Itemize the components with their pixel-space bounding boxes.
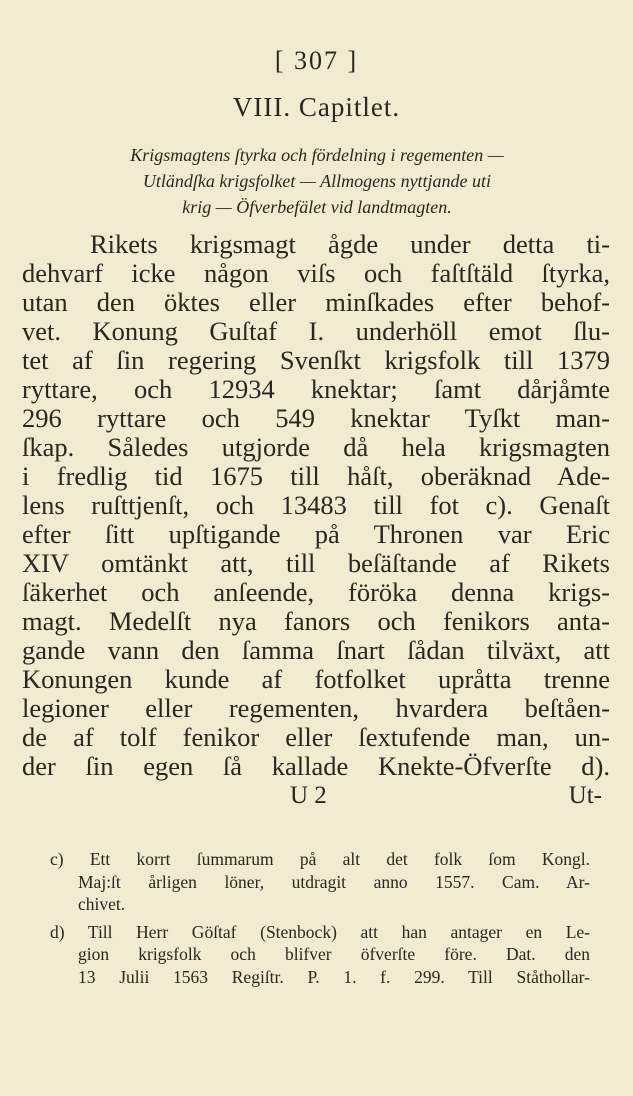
footnote-line: c) Ett korrt ſummarum på alt det folk ſom Kongl. [50,849,590,869]
footnote-line: Maj:ſt årligen löner, utdragit anno 1557. Cam. Ar- [78,871,590,892]
body-line: dehvarf icke någon viſs och faſtſtäld ſtyrka, [22,258,610,288]
body-line: ſkap. Således utgjorde då hela krigsmagten [22,432,610,462]
footnote-line: gion krigsfolk och blifver öfverſte före. Dat. den [78,944,590,964]
body-line: vet. Konung Guſtaf I. underhöll emot ſlu- [22,316,610,346]
body-line: gande vann den ſamma ſnart ſådan tilväxt, att [22,635,610,665]
body-line: 296 ryttare och 549 knektar Tyſkt man- [22,403,610,433]
chapter-summary [22,142,612,220]
body-line: XIV omtänkt att, till beſäſtande af Rikets [22,548,610,578]
body-line: tet af ſin regering Svenſkt krigsfolk till 1379 [22,345,610,375]
body-line: ryttare, och 12934 knektar; ſamt dårjåmte [22,374,610,404]
body-line: efter ſitt upſtigande på Thronen var Eric [22,519,610,549]
body-line: Rikets krigsmagt ågde under detta ti- [90,229,610,259]
signature-mark: U 2 [290,782,327,809]
page-number: [ 307 ] [274,46,359,75]
body-line: legioner eller regementen, hvardera beſtåen- [22,693,610,723]
chapter-title: VIII. Capitlet. [232,92,401,122]
footnote-d [50,921,590,989]
footnote-line: 13 Julii 1563 Regiſtr. P. 1. f. 299. Till Ståthollar- [78,966,590,987]
footnote-c [50,848,590,916]
body-text [22,230,610,781]
body-line: lens ruſttjenſt, och 13483 till fot c). Genaſt [22,490,610,520]
summary-line: Krigsmagtens ſtyrka och fördelning i regementen — [130,145,504,165]
body-line: Konungen kunde af fotfolket upråtta trenne [22,664,610,694]
body-line: ſäkerhet och anſeende, föröka denna krigs- [22,577,610,607]
summary-line: Utländſka krigsfolket — Allmogens nyttjande uti [142,171,492,191]
footnotes [50,848,590,993]
body-line: de af tolf fenikor eller ſextufende man, un- [22,722,610,752]
catchword: Ut- [568,782,602,809]
summary-line: krig — Öfverbefälet vid landtmagten. [182,197,452,217]
footnote-line: d) Till Herr Göſtaf (Stenbock) att han antager en Le- [50,921,590,942]
signature-line [22,782,610,812]
body-line: i fredlig tid 1675 till håſt, oberäknad Ade- [22,461,610,491]
body-line: magt. Medelſt nya fanors och fenikors anta- [22,606,610,636]
footnote-line: chivet. [78,894,126,914]
body-line: utan den öktes eller minſkades efter behof- [22,287,610,317]
body-line: der ſin egen ſå kallade Knekte-Öfverſte d). [22,751,610,781]
